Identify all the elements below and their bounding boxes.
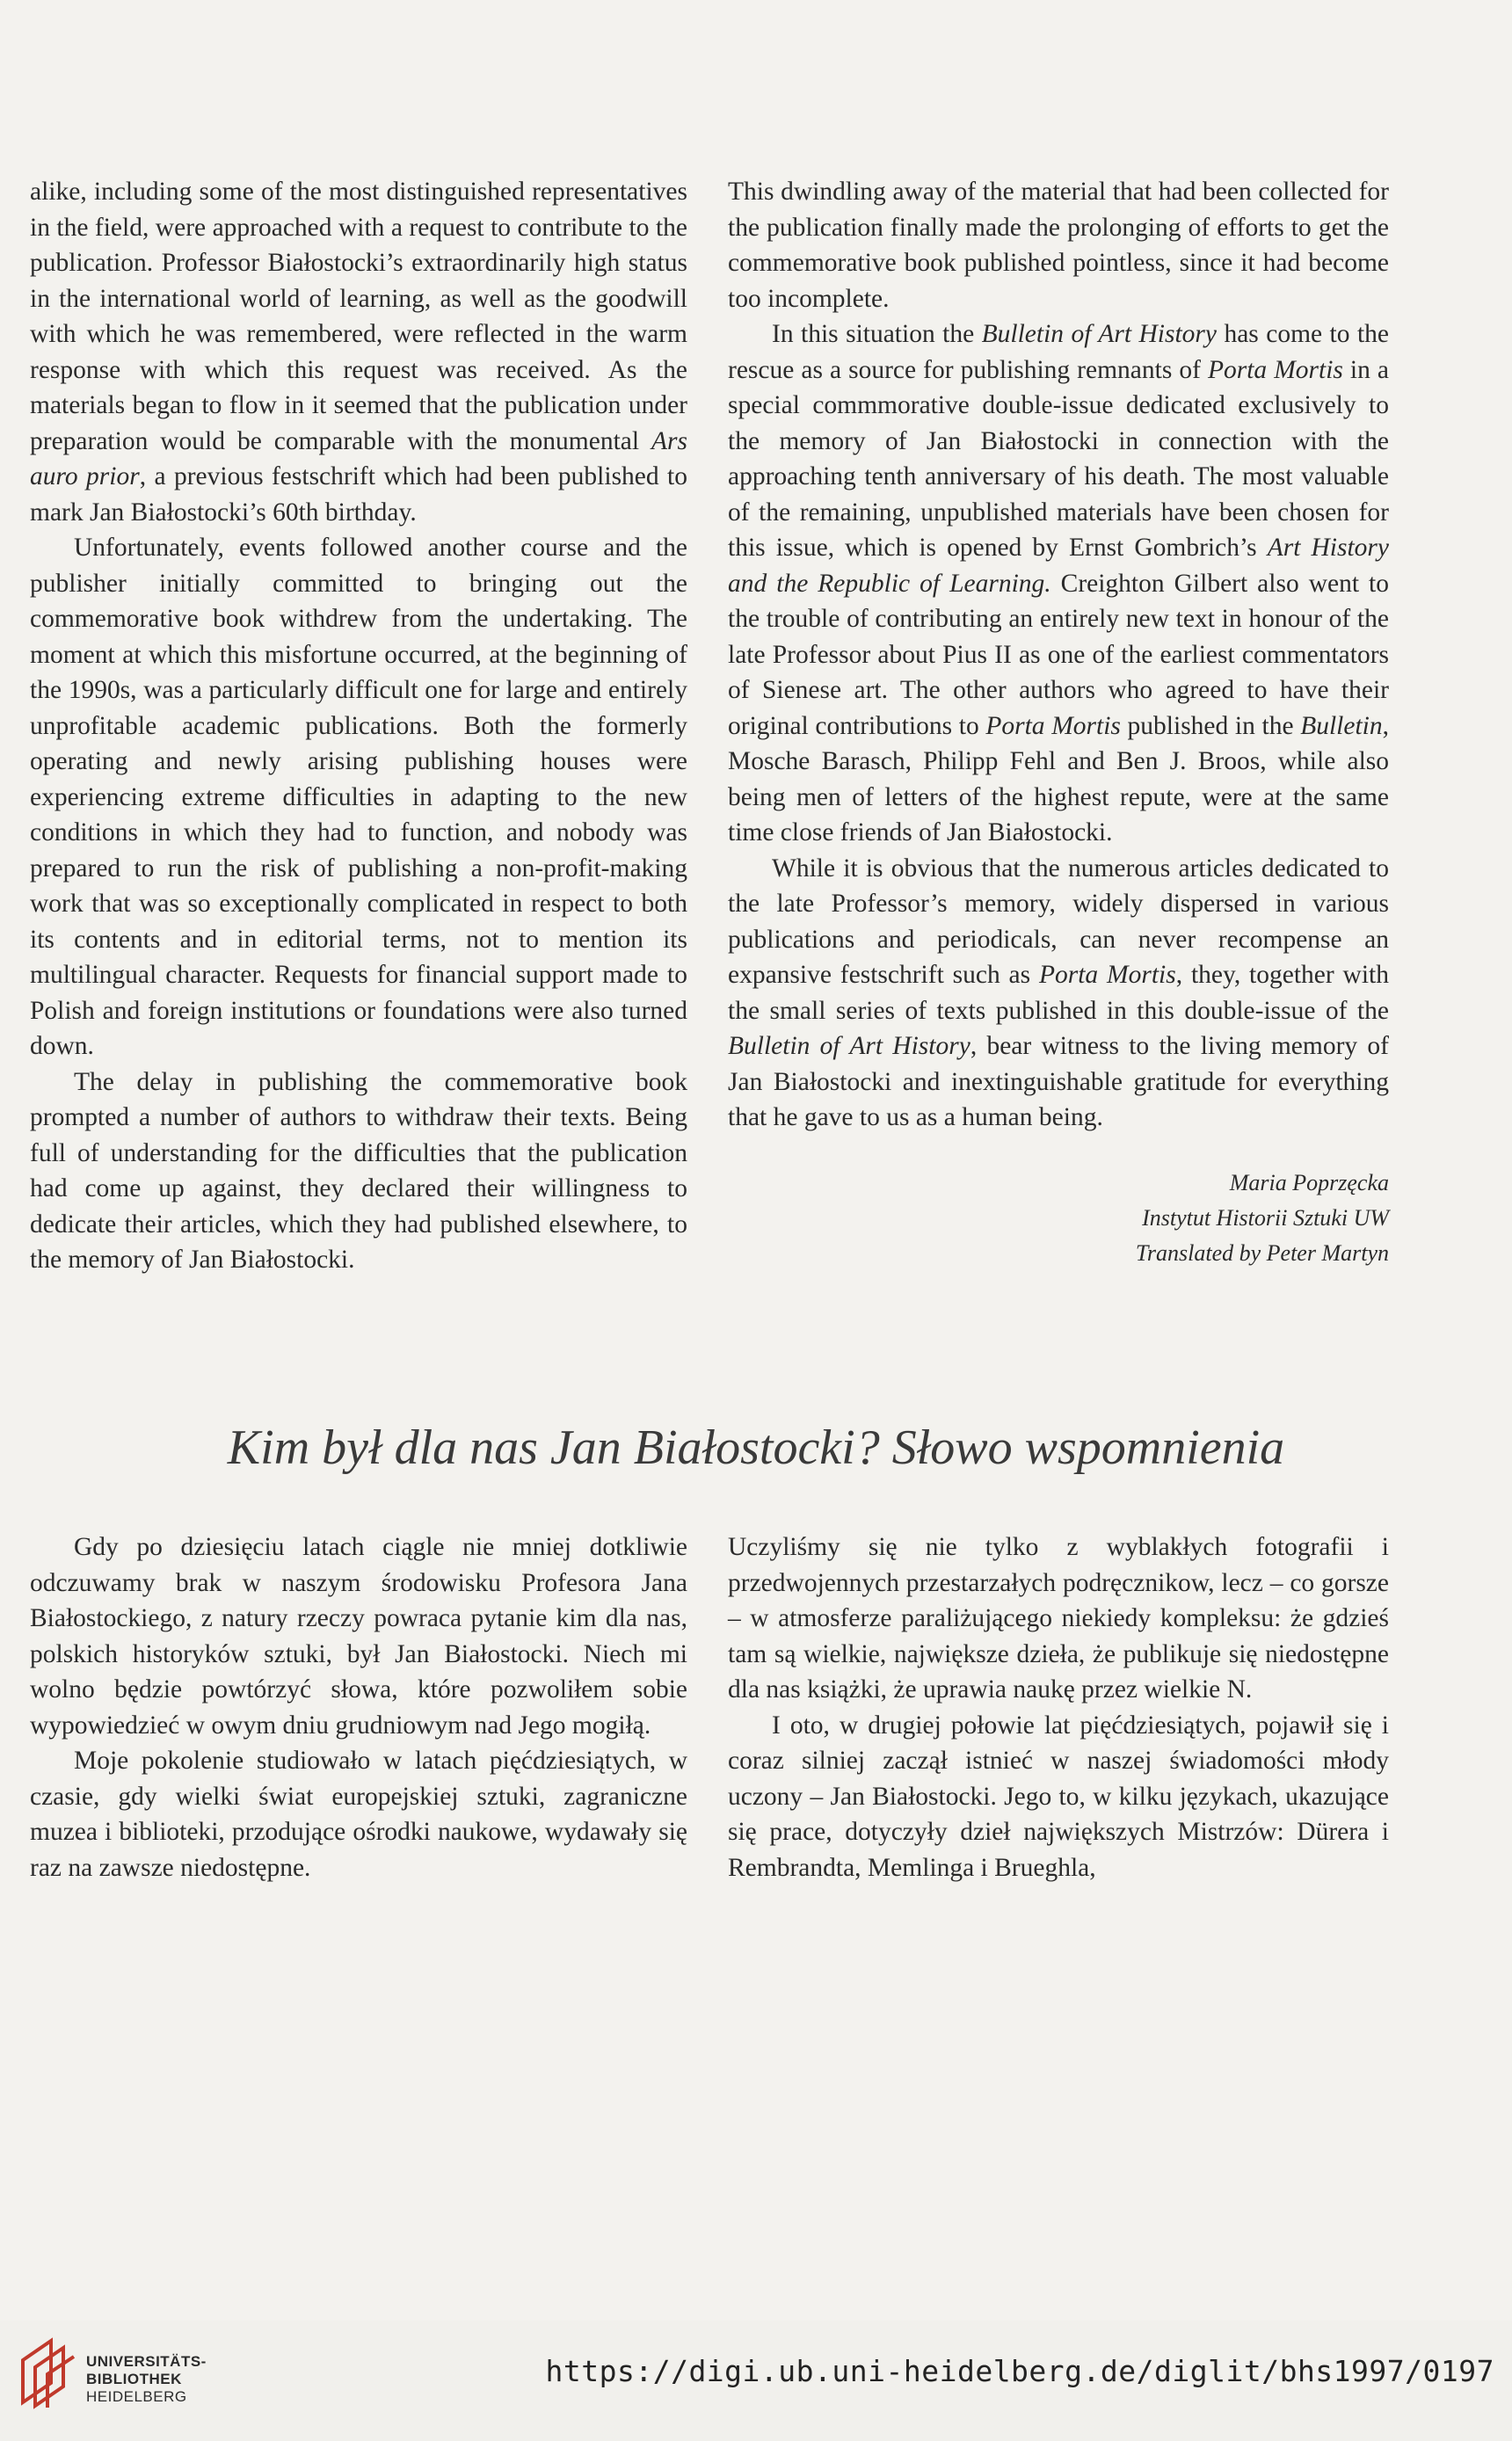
- text-run: , they, together with the small series of texts published in this double-issue of the: [728, 961, 1390, 1025]
- paragraph: [30, 174, 687, 530]
- paragraph: [30, 530, 687, 1064]
- signature-author: Maria Poprzęcka: [1229, 1170, 1389, 1195]
- signature-translator: Translated by Peter Martyn: [1135, 1240, 1389, 1266]
- text-run: Uczyliśmy się nie tylko z wyblakłych fotografii i przedwojennych przestarzałych podręcznikow, lecz – co gorsze – w atmosferze paraliżującego niekiedy kompleksu: że gdzieś tam są wielkie, największe dzieła, że publikuje się niedostępne dla nas książki, że uprawia naukę przez wielkie N.: [728, 1533, 1389, 1704]
- paragraph: [30, 1529, 687, 1743]
- source-url[interactable]: https://digi.ub.uni-heidelberg.de/diglit/bhs1997/0197: [545, 2354, 1494, 2388]
- paragraph: [728, 1529, 1389, 1708]
- text-run: Moje pokolenie studiowało w latach pięćdziesiątych, w czasie, gdy wielki świat europejskiej sztuki, zagraniczne muzea i biblioteki, przodujące ośrodki naukowe, wydawały się raz na zawsze niedostępne.: [30, 1747, 687, 1882]
- library-name-line1: UNIVERSITÄTS-: [86, 2353, 207, 2370]
- italic-text: Art History and the Republic of Learning.: [728, 534, 1390, 598]
- paragraph: [728, 1708, 1389, 1886]
- library-name-line2: BIBLIOTHEK: [86, 2371, 182, 2387]
- text-column-right-top: [728, 174, 1389, 1136]
- section-title: Kim był dla nas Jan Białostocki? Słowo wspomnienia: [227, 1420, 1285, 1475]
- italic-text: Porta Mortis: [1038, 961, 1176, 989]
- text-run: has come to the rescue as a source for publishing remnants of: [728, 320, 1389, 384]
- text-run: in a special commmorative double-issue dedicated exclusively to the memory of Jan Białostocki in connection with the approaching tenth anniversary of his death. The most valuable of the remaining, unpublished materials have been chosen for this issue, which is opened by Ernst Gombrich’s: [728, 355, 1390, 562]
- text-run: In this situation the: [772, 320, 982, 348]
- text-run: published in the: [1120, 711, 1301, 740]
- text-run: , Mosche Barasch, Philipp Fehl and Ben J. Broos, while also being men of letters of the highest repute, were at the same time close friends of Jan Białostocki.: [728, 711, 1389, 846]
- text-column-left-bottom: [30, 1529, 687, 1885]
- library-name: [86, 2353, 207, 2406]
- text-column-left-top: [30, 174, 687, 1278]
- text-run: While it is obvious that the numerous articles dedicated to the late Professor’s memory, widely dispersed in various publications and periodicals, can never recompense an expansive festschrift such as: [728, 854, 1389, 989]
- italic-text: Bulletin: [1300, 711, 1383, 740]
- heidelberg-library-logo-icon: [16, 2334, 82, 2409]
- text-run: , bear witness to the living memory of Jan Białostocki and inextinguishable gratitude for everything that he gave to us as a human being.: [728, 1032, 1390, 1131]
- italic-text: Bulletin of Art History: [728, 1032, 970, 1060]
- text-run: This dwindling away of the material that had been collected for the publication finally made the prolonging of efforts to get the commemorative book published pointless, since it had become too incomplete.: [728, 178, 1389, 313]
- text-run: alike, including some of the most distinguished representatives in the field, were approached with a request to contribute to the publication. Professor Białostocki’s extraordinarily high status in the international world of learning, as well as the goodwill with which he was remembered, were reflected in the warm response with which this request was received. As the materials began to flow in it seemed that the publication under preparation would be comparable with the monumental: [30, 178, 687, 455]
- text-run: Unfortunately, events followed another course and the publisher initially committed to bringing out the commemorative book withdrew from the undertaking. The moment at which this misfortune occurred, at the beginning of the 1990s, was a particularly difficult one for large and entirely unprofitable academic publications. Both the formerly operating and newly arising publishing houses were experiencing extreme difficulties in adapting to the new conditions in which they had to function, and nobody was prepared to run the risk of publishing a non-profit-making work that was so exceptionally complicated in respect to both its contents and in editorial terms, not to mention its multilingual character. Requests for financial support made to Polish and foreign institutions or foundations were also turned down.: [30, 534, 687, 1060]
- paragraph: [728, 316, 1389, 851]
- italic-text: Bulletin of Art History: [981, 320, 1217, 348]
- text-run: Gdy po dziesięciu latach ciągle nie mniej dotkliwie odczuwamy brak w naszym środowisku Profesora Jana Białostockiego, z natury rzeczy powraca pytanie kim dla nas, polskich historyków sztuki, był Jan Białostocki. Niech mi wolno będzie powtórzyć słowa, które pozwoliłem sobie wypowiedzieć w owym dniu grudniowym nad Jego mogiłą.: [30, 1533, 687, 1740]
- italic-text: Porta Mortis: [1207, 355, 1343, 384]
- text-run: I oto, w drugiej połowie lat pięćdziesiątych, pojawił się i coraz silniej zaczął istnieć w naszej świadomości młody uczony – Jan Białostocki. Jego to, w kilku językach, ukazujące się prace, dotyczyły dzieł największych Mistrzów: Dürera i Rembrandta, Memlinga i Brueghla,: [728, 1711, 1389, 1882]
- library-name-line3: HEIDELBERG: [86, 2388, 187, 2405]
- paragraph: [728, 174, 1389, 316]
- italic-text: Ars auro prior: [30, 426, 687, 490]
- italic-text: Porta Mortis: [985, 711, 1121, 740]
- signature-affiliation: Instytut Historii Sztuki UW: [1142, 1205, 1389, 1231]
- text-column-right-bottom: [728, 1529, 1389, 1885]
- text-run: , a previous festschrift which had been published to mark Jan Białostocki’s 60th birthday.: [30, 462, 687, 527]
- text-run: The delay in publishing the commemorative book prompted a number of authors to withdraw their texts. Being full of understanding for the difficulties that the publication had come up against, they declared their willingness to dedicate their articles, which they had published elsewhere, to the memory of Jan Białostocki.: [30, 1067, 687, 1274]
- paragraph: [728, 851, 1389, 1136]
- paragraph: [30, 1064, 687, 1278]
- text-run: Creighton Gilbert also went to the trouble of contributing an entirely new text in honour of the late Professor about Pius II as one of the earliest commentators of Sienese art. The other authors who agreed to have their original contributions to: [728, 569, 1389, 740]
- paragraph: [30, 1743, 687, 1885]
